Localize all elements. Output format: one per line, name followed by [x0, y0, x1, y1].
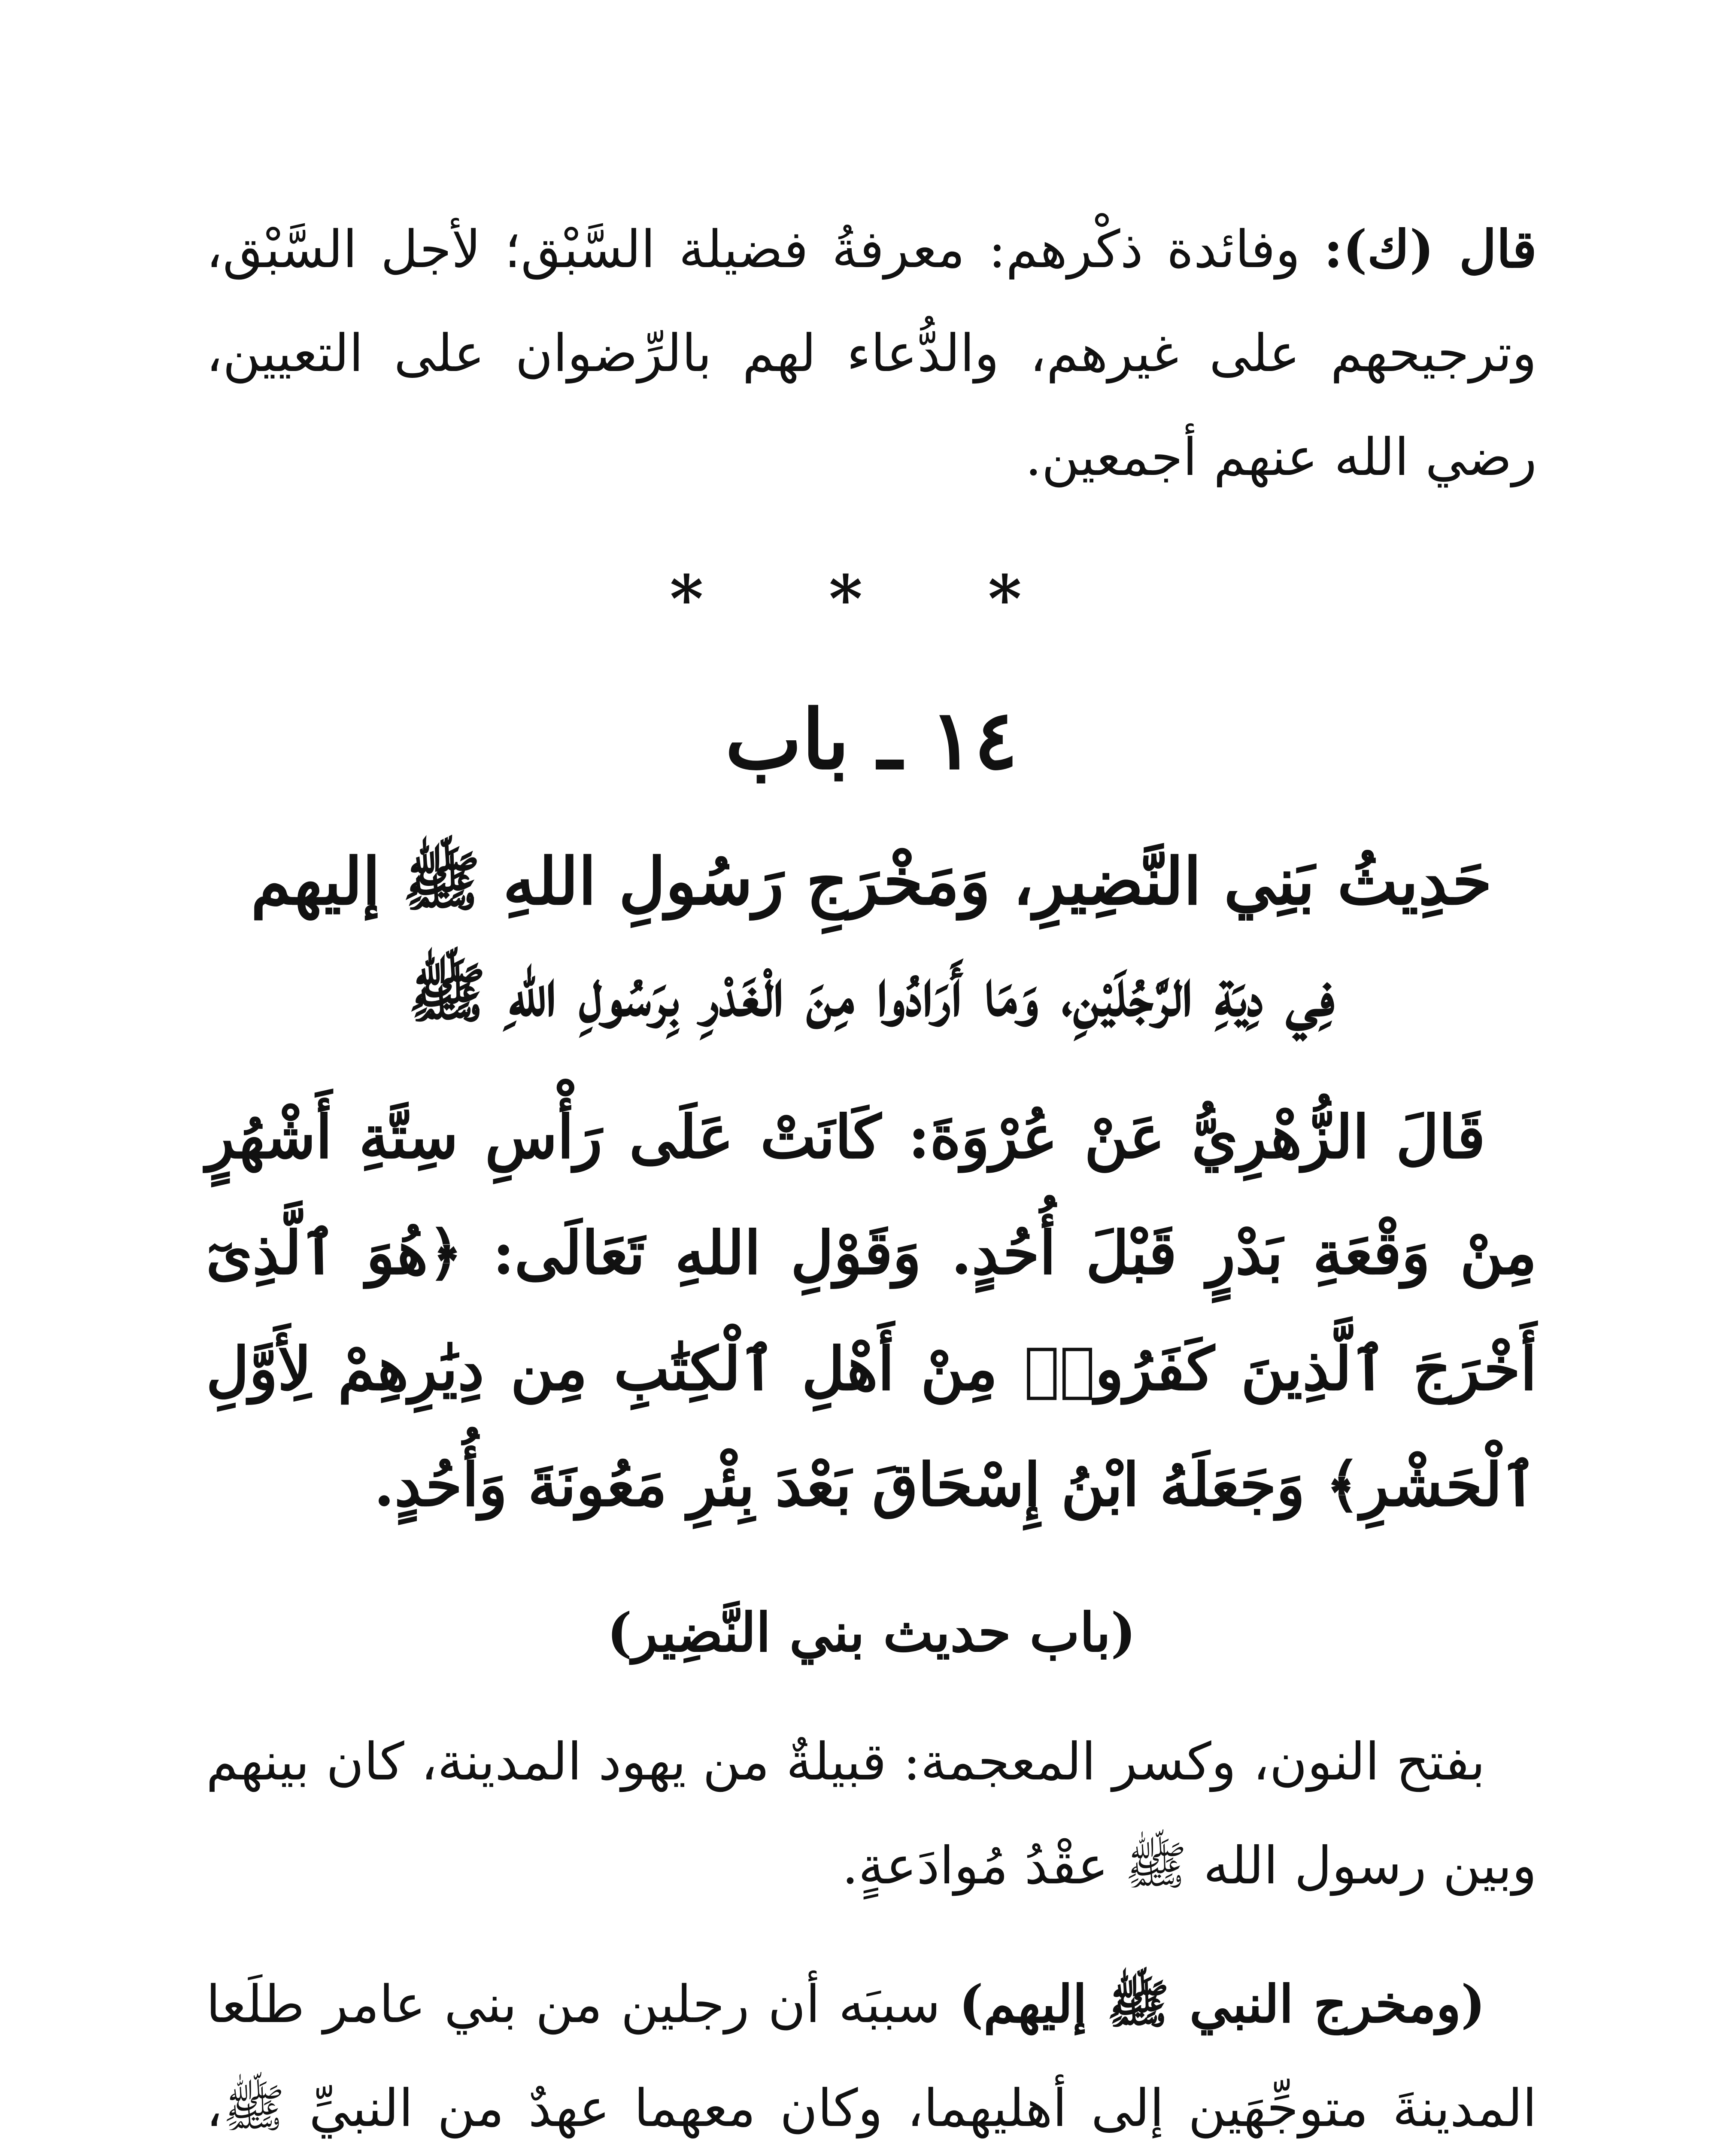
book-page	[206, 180, 1537, 2147]
chapter-number: ١٤ ـ باب	[725, 692, 1018, 788]
section-heading: (باب حديث بني النَّضِير)	[607, 1602, 1136, 1664]
hadith-text: قَالَ الزُّهْرِيُّ عَنْ عُرْوَةَ: كَانَتْ عَلَى رَأْسِ سِتَّةِ أَشْهُرٍ مِنْ وَقْعَةِ بَدْرٍ قَبْلَ أُحُدٍ. وَقَوْلِ اللهِ تَعَالَى: ﴿هُوَ ٱلَّذِىٓ أَخْرَجَ ٱلَّذِينَ كَفَرُوا۟ مِنْ أَهْلِ ٱلْكِتَٰبِ مِن دِيَٰرِهِمْ لِأَوَّلِ ٱلْحَشْرِ﴾ وَجَعَلَهُ ابْنُ إِسْحَاقَ بَعْدَ بِئْرِ مَعُونَةَ وَأُحُدٍ.	[206, 1102, 1537, 1520]
chapter-title-line-2: فِي دِيَةِ الرَّجُلَيْنِ، وَمَا أَرَادُوا مِنَ الْغَدْرِ بِرَسُولِ اللهِ ﷺ	[408, 955, 1335, 1031]
intro-paragraph	[206, 198, 1537, 510]
section-paragraph-2-label: (ومخرج النبي ﷺ إليهم)	[959, 1974, 1485, 2034]
section-paragraph-1: بفتح النون، وكسر المعجمة: قبيلةٌ من يهود المدينة، كان بينهم وبين رسول الله ﷺ عقْدُ مُوادَعةٍ.	[206, 1732, 1537, 1896]
chapter-title-line-1: حَدِيثُ بَنِي النَّضِيرِ، وَمَخْرَجِ رَسُولِ اللهِ ﷺ إليهم	[251, 844, 1492, 919]
section-paragraph-2	[206, 1952, 1537, 2147]
section-separator: * * *	[670, 561, 1073, 637]
section-paragraph-2-text: سببَه أن رجلين من بني عامر طلَعا المدينةَ متوجِّهَين إلى أهليهما، وكان معهما عهدٌ من النبيِّ ﷺ،	[206, 1975, 1537, 2138]
intro-text: وفائدة ذكْرهم: معرفةُ فضيلة السَّبْق؛ لأجل السَّبْق، وترجيحهم على غيرهم، والدُّعاء لهم بالرِّضوان على التعيين، رضي الله عنهم أجمعين.	[206, 220, 1537, 487]
intro-label: قال (ك):	[1323, 219, 1537, 280]
chapter-title	[206, 826, 1537, 1049]
